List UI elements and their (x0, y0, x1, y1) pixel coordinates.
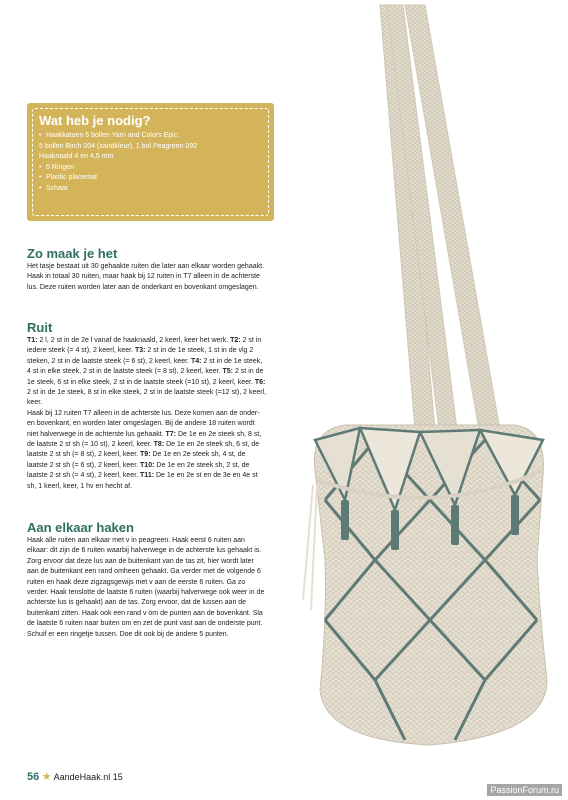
round-text: De 1e en 2e steek sh, 2 st, de laatste 2 st sh (= 4 st), 2 keerl, keer. (27, 461, 250, 480)
round-text: 2 st in de 1e steek, 8 st in elke steek, 2 st in de laatste steek (=12 st), 2 keerl, keer. (27, 389, 267, 407)
round-label: T9: (140, 451, 151, 459)
materials-title: Wat heb je nodig? (39, 113, 151, 128)
round-text: 2 st in de 1e steek, 1 st in de vlg 2 steken, 2 st in de laatste steek (= 6 st), 2 keerl, keer. (27, 347, 254, 365)
section-heading-zo-maak-je-het: Zo maak je het (27, 246, 118, 261)
round-text: De 1e en 2e steek sh, 8 st, de laatste 2 st sh (= 10 st), 2 keerl, keer. (27, 430, 262, 449)
round-label: T1: (27, 337, 38, 344)
round-label: T5: (222, 368, 234, 376)
materials-item: • Plastic placemat (39, 173, 264, 184)
footer-site: AandeHaak.nl (53, 772, 111, 782)
ruit-text-2: Haak bij 12 ruiten T7 alleen in de achterste lus. Deze komen aan de onder- en bovenkant, en worden later omgeslagen. Bij de andere 18 ruiten wordt niet halverwege in de achterste lus gehaakt. (27, 409, 260, 438)
crochet-bag-photo (285, 0, 568, 760)
section-text-aan-elkaar-haken: Haak alle ruiten aan elkaar met v in peagreen. Haak eerst 6 ruiten aan elkaar: dit zijn de 6 ruiten waarbij halverwege in de achterste lus gehaakt is. Zorg ervoor dat deze lus aan de buitenkant van de tas zit, hier wordt later aan de buitenkant een rand omheen gehaakt. Ga verder met de volgende 6 ruiten en haak deze zigzagsgewijs met v aan de eerste 6 ruiten. Ga zo verder. Haak tenslotte de laatste 6 ruiten (waarbij halverwege ook weer in de achterste lus is gehaakt) aan de tas. Zorg ervoor, dat de lussen aan de buitenkant zitten. Haak ook een rand v om de punten aan de bovenkant. Sla de laatste 6 ruiten naar buiten om en zet de punt vast aan de onderste punt. Schuif er een ringetje tussen. Doe dit ook bij de andere 5 punten. (27, 537, 265, 638)
cord-ends (303, 485, 317, 610)
section-heading-ruit: Ruit (27, 320, 53, 335)
section-heading-aan-elkaar-haken: Aan elkaar haken (27, 520, 134, 535)
star-icon: ★ (41, 771, 52, 783)
round-text: 2 l, 2 st in de 2e l vanaf de haaknaald, 2 keerl, keer het werk. (37, 337, 231, 344)
page-footer (27, 770, 123, 783)
round-text: 2 st in de 1e steek, 6 st in elke steek, 2 st in de laatste steek (=10 st), 2 keerl, keer. (27, 368, 264, 386)
materials-item: • Haakkatoen 5 bollen Yarn and Colors Epic: (39, 131, 264, 142)
watermark: PassionForum.ru (487, 784, 562, 796)
round-text: De 1e en 2e steek sh, 6 st, de laatste 2 st sh (= 8 st), 2 keerl, keer. (27, 441, 260, 459)
materials-item: Haaknaald 4 en 4,5 mm (39, 153, 114, 160)
round-label: T10: (140, 461, 155, 469)
round-label: T7: (165, 430, 177, 438)
round-text: 2 st in iedere steek (= 4 st), 2 keerl, keer. (27, 337, 262, 355)
materials-list (39, 131, 264, 194)
round-label: T8: (153, 441, 165, 449)
materials-item: • 6 Ringen (39, 163, 264, 174)
page-number: 56 (27, 771, 40, 783)
section-text-intro: Het tasje bestaat uit 30 gehaakte ruiten die later aan elkaar worden gehaakt. Haak in totaal 30 ruiten, maar haak bij 12 ruiten in T7 alleen in de achterste lus. Deze ruiten worden later aan de onderkant en bovenkant omgeslagen. (27, 263, 264, 291)
footer-issue: 15 (112, 772, 123, 782)
round-text: De 1e en 2e steek sh, 4 st, de laatste 2 st sh (= 6 st), 2 keerl, keer. (27, 451, 246, 469)
materials-item: 5 bollen Birch 004 (zandkleur), 1 bol Peagreen 092 (39, 142, 197, 150)
round-text: 2 st in de 1e steek, 4 st in elke steek, 2 st in de laatste steek (= 8 st), 2 keerl, keer. (27, 357, 263, 376)
round-label: T2: (230, 337, 241, 344)
round-label: T3: (134, 347, 146, 355)
round-label: T4: (191, 357, 202, 365)
round-label: T6: (254, 378, 266, 386)
materials-item: • Schaar (39, 184, 264, 195)
section-text-ruit (27, 336, 267, 492)
materials-box (27, 103, 274, 221)
round-text: De 1e en 2e st en de 3e en 4e st sh, 1 keerl, keer, 1 hv en hecht af. (27, 472, 258, 490)
round-label: T11: (140, 472, 155, 480)
